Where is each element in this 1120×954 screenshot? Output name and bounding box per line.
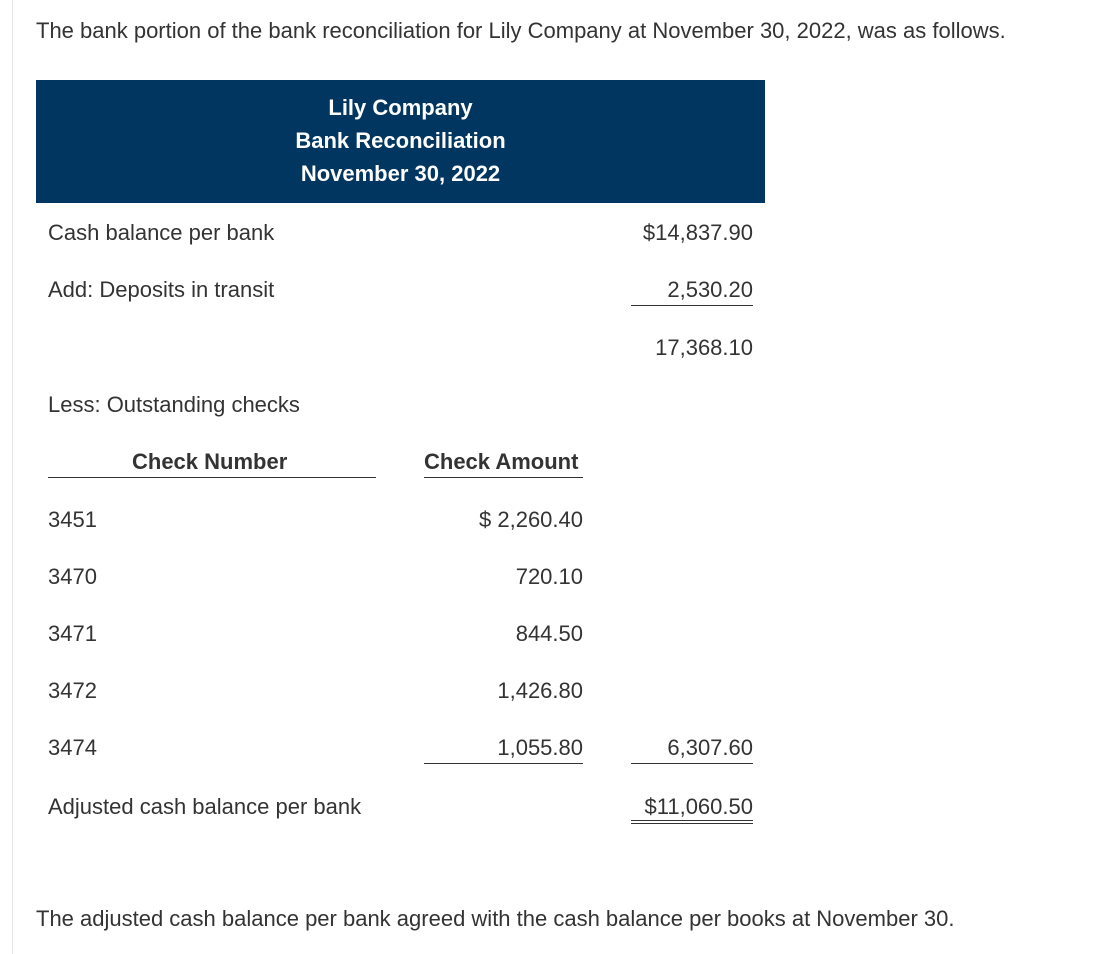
check-amount-total-underline (424, 763, 583, 764)
check-number: 3451 (48, 507, 97, 532)
check-amount-header-underline (424, 477, 583, 478)
check-number-header: Check Number (132, 449, 288, 474)
deposits-label: Add: Deposits in transit (48, 277, 275, 302)
adjusted-balance-double-underline (631, 820, 753, 824)
check-number: 3471 (48, 621, 97, 646)
check-number: 3474 (48, 735, 97, 760)
cash-balance-value: $14,837.90 (642, 220, 753, 245)
check-amount: 1,055.80 (497, 735, 583, 760)
check-amount: 1,426.80 (497, 678, 583, 703)
check-amount: 720.10 (515, 564, 583, 589)
header-title: Bank Reconciliation (295, 128, 506, 153)
check-number-header-underline (48, 477, 376, 478)
check-number: 3470 (48, 564, 97, 589)
outro-text: The adjusted cash balance per bank agreed with the cash balance per books at November 30. (36, 906, 955, 931)
outstanding-total-value: 6,307.60 (667, 735, 753, 760)
adjusted-balance-label: Adjusted cash balance per bank (48, 794, 362, 819)
header-company: Lily Company (328, 95, 473, 120)
page-left-border (12, 0, 13, 954)
check-amount-header: Check Amount (424, 449, 579, 474)
subtotal-value: 17,368.10 (655, 335, 753, 360)
header-date: November 30, 2022 (300, 161, 501, 186)
cash-balance-label: Cash balance per bank (48, 220, 275, 245)
reconciliation-header (36, 80, 765, 203)
check-amount: $ 2,260.40 (479, 507, 583, 532)
intro-text: The bank portion of the bank reconciliation for Lily Company at November 30, 2022, was as follows. (36, 18, 1006, 43)
check-number: 3472 (48, 678, 97, 703)
outstanding-total-underline (631, 763, 753, 764)
deposits-underline (631, 305, 753, 306)
outstanding-label: Less: Outstanding checks (48, 392, 300, 417)
adjusted-balance-value: $11,060.50 (644, 794, 753, 819)
check-amount: 844.50 (515, 621, 583, 646)
deposits-value: 2,530.20 (667, 277, 753, 302)
